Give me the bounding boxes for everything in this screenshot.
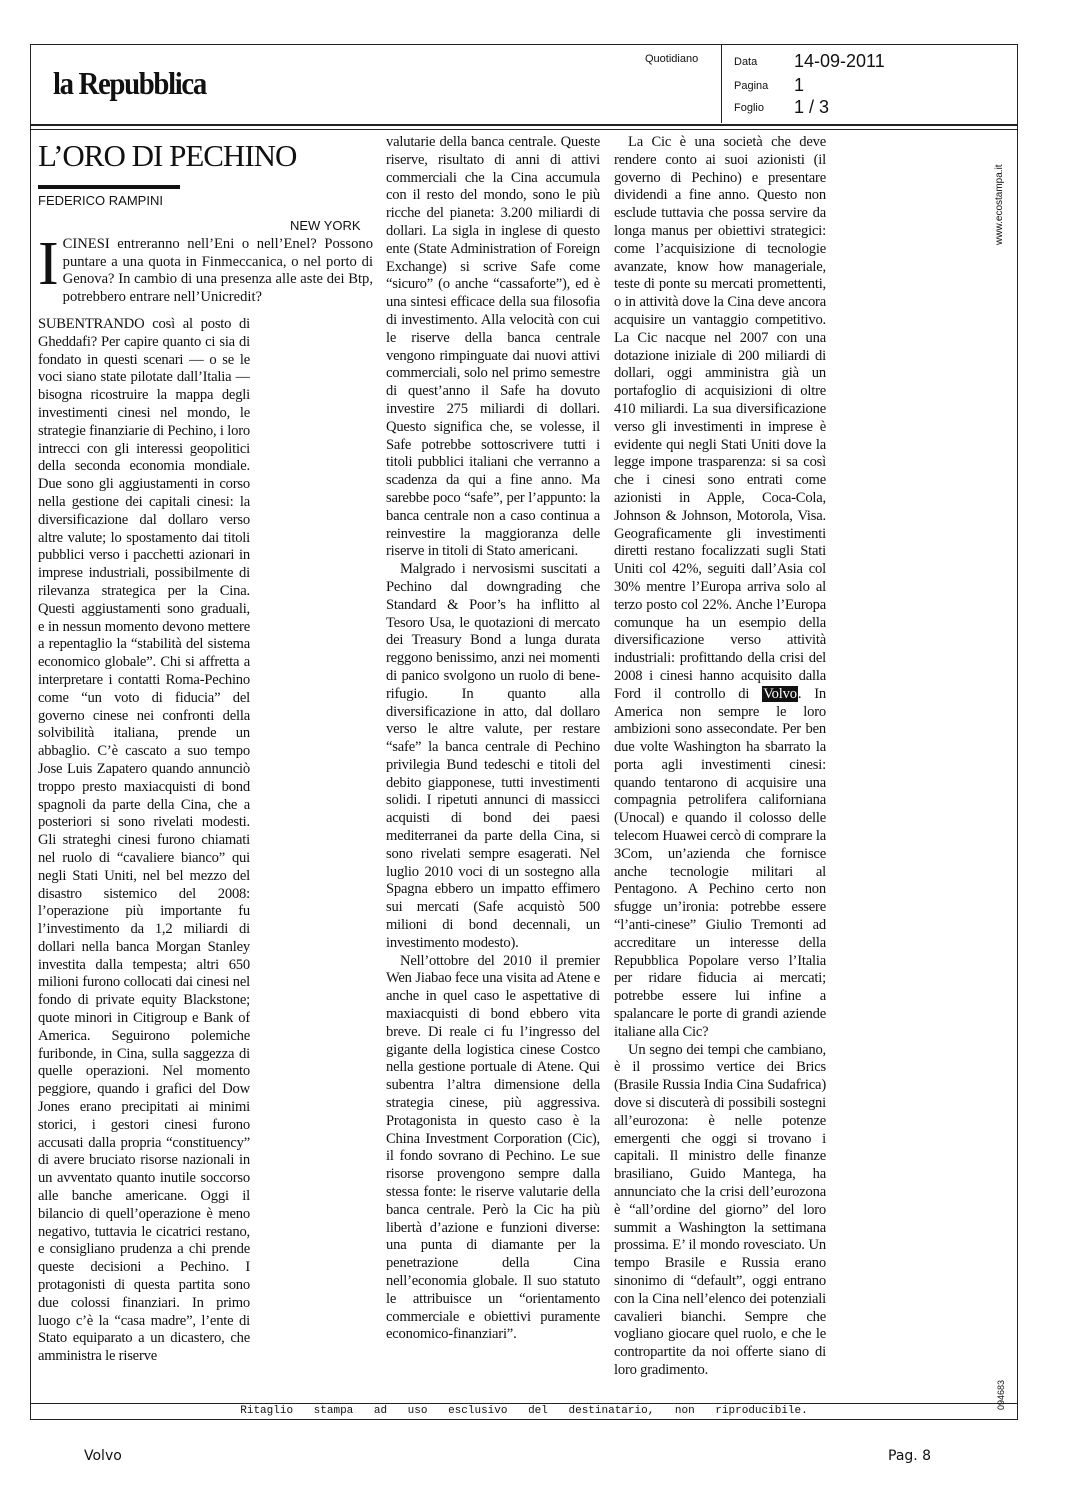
paragraph: Un segno dei tempi che cambiano, è il prossimo vertice dei Brics (Brasile Russia India Cina Sudafrica) dove si discuterà di possibili sostegni all’eurozona: è nelle potenze emergenti che oggi si trovano i capitali. Il ministro delle finanze brasiliano, Guido Mantega, ha annunciato che la crisi dell’eurozona è “all’ordine del giorno” del loro summit a Washington la settimana prossima. E’ il mondo rovesciato. Un tempo Brasile e Russia erano sinonimo di “default”, oggi entrano con la Cina nell’elenco dei potenziali cavalieri bianchi. Sempre che vogliano giocare quel ruolo, e che le contropartite da noi offerte siano di loro gradimento. [614,1041,826,1378]
lead-text: CINESI entreranno nell’Eni o nell’Enel? Possono puntare a una quota in Finmeccanica, o nel porto di Genova? In cambio di una presenza alle aste dei Btp, potrebbero entrare nell’Unicredit? [62,236,373,305]
meta-date-label: Data [734,56,758,68]
publication-type: Quotidiano [645,53,699,65]
column-2 [386,134,600,1402]
meta-sheet-label: Foglio [734,102,764,114]
paragraph [614,134,826,1042]
clipping-meta [721,45,1020,123]
paragraph: Malgrado i nervosismi suscitati a Pechino dal downgrading che Standard & Poor’s ha inflitto al Tesoro Usa, le quotazioni di mercato dei Treasury Bond a lunga durata reggono benissimo, anzi nei momenti di panico svolgono un ruolo di bene-rifugio. In quanto alla diversificazione in atto, dal dollaro verso le altre valute, per restare “safe” la banca centrale di Pechino privilegia Bund tedeschi e titoli del debito giapponese, tutti investimenti solidi. I ripetuti annunci di massicci acquisti di bond dei paesi mediterranei da parte della Cina, si sono rivelati sempre esagerati. Nel luglio 2010 voci di un sostegno alla Spagna ebbero un impatto effimero sui mercati (Safe acquistò 500 milioni di bond decennali, un investimento modesto). [386,561,600,951]
paragraph: SUBENTRANDO così al posto di Gheddafi? Per capire quanto ci sia di fondato in questi scenari — o se le voci siano state pilotate dall’Italia — bisogna ricostruire la mappa degli investimenti cinesi nel mondo, le strategie finanziarie di Pechino, i loro intrecci con gli interessi geopolitici della seconda economia mondiale. Due sono gli aggiustamenti in corso nella gestione dei capitali cinesi: la diversificazione dal dollaro verso altre valute; lo spostamento dai titoli pubblici verso i pacchetti azionari in imprese industriali, possibilmente di rilevanza strategica per la Cina. Questi aggiustamenti sono graduali, e in nessun momento devono mettere a repentaglio la “stabilità del sistema economico globale”. Chi si affretta a interpretare i contatti Roma-Pechino come “un voto di fiducia” del governo cinese nei confronti della solvibilità italiana, prende un abbaglio. C’è cascato a suo tempo Jose Luis Zapatero quando annunciò troppo presto maxiacquisti di bond spagnoli da parte della Cina, che a posteriori si sono rivelati modesti. Gli strateghi cinesi furono chiamati nel ruolo di “cavaliere bianco” qui negli Stati Uniti, nel bel mezzo del disastro sistemico del 2008: l’operazione più importante fu l’investimento da 1,2 miliardi di dollari nella banca Morgan Stanley investita dalla tempesta; altri 650 milioni furono collocati dai cinesi nel fondo di private equity Blackstone; quote minori in Citigroup e Bank of America. Seguirono polemiche furibonde, in Cina, sulla saggezza di quelle operazioni. Nel momento peggiore, quando i grafici del Dow Jones erano precipitati ai minimi storici, i gestori cinesi furono accusati dalla propria “constituency” di avere bruciato risorse nazionali in un avventato quanto inutile soccorso alle banche americane. Oggi il bilancio di quell’operazione è meno negativo, tuttavia le cicatrici restano, e consigliano prudenza a chi prende queste decisioni a Pechino. I protagonisti di questa partita sono due colossi finanziari. In primo luogo c’è la “casa madre”, l’ente di Stato equiparato a un dicastero, che amministra le riserve [38,316,250,1365]
paragraph-text: La Cic è una società che deve rendere conto ai suoi azionisti (il governo di Pechino) e presentare dividendi a fine anno. Questo non esclude tuttavia che possa servire da longa manus per obiettivi strategici: come l’acquisizione di tecnologie avanzate, know how manageriale, teste di ponte su mercati promettenti, o in attività dove la Cina deve ancora acquisire un vantaggio competitivo. La Cic nacque nel 2007 con una dotazione iniziale di 200 miliardi di dollari, oggi amministra già un portafoglio di acquisizioni di oltre 410 miliardi. La sua diversificazione verso gli investimenti in imprese è evidente qui negli Stati Uniti dove la legge impone trasparenza: si sa così che i cinesi sono entrati come azionisti in Apple, Coca-Cola, Johnson & Johnson, Motorola, Visa. Geograficamente gli investimenti diretti restano focalizzati sugli Stati Uniti col 42%, seguiti dall’Asia col 30% mentre l’Europa arriva solo al terzo posto col 22%. Anche l’Europa comunque ha un esempio della diversificazione verso attività industriali: profittando della crisi del 2008 i cinesi hanno acquisito dalla Ford il controllo di [614,134,826,702]
meta-page [734,75,1004,97]
meta-date-value: 14-09-2011 [794,51,885,71]
meta-page-label: Pagina [734,80,769,92]
highlighted-keyword: Volvo [763,685,797,702]
meta-page-value: 1 [794,75,805,95]
bottom-rule [31,1403,1017,1404]
meta-date [734,51,1004,73]
footer-page-number: Pag. 8 [888,1448,932,1464]
side-url: www.ecostampa.it [994,164,1005,245]
paragraph: valutarie della banca centrale. Queste riserve, risultato di anni di attivi commerciali che la Cina accumula con il resto del mondo, sono le più ricche del pianeta: 3.200 miliardi di dollari. La sigla in inglese di questo ente (State Administration of Foreign Exchange) si scrive Safe come “sicuro” (o anche “cassaforte”), ed è una sintesi efficace della sua filosofia di investimento. Alla velocità con cui le riserve della banca centrale vengono rimpinguate dai nuovi attivi commerciali, solo nel primo semestre di quest’anno il Safe ha dovuto investire 275 miliardi di dollari. Questo significa che, se volesse, il Safe potrebbe sottoscrivere tutti i titoli pubblici italiani che verranno a scadenza da qui a fine anno. Ma sarebbe poco “safe”, per l’appunto: la banca centrale non a caso continua a reinvestire la maggioranza delle riserve in titoli di Stato americani. [386,134,600,560]
drop-cap: I [38,230,59,298]
paragraph-text: . In America non sempre le loro ambizioni sono assecondate. Per ben due volte Washington ha sbarrato la porta agli investimenti cinesi: quando tentarono di acquisire una compagnia petrolifera californiana (Unocal) e quando il colosso delle telecom Huawei cercò di comprare la 3Com, un’azienda che fornisce anche tecnologie militari al Pentagono. A Pechino certo non sfugge un’ironia: potrebbe essere “l’anti-cinese” Giulio Tremonti ad accreditare un interesse della Repubblica Popolare verso l’Italia per ridare fiducia ai mercati; potrebbe essere lui infine a spalancare le porte di grandi aziende italiane alla Cic? [614,685,826,1040]
title-rule [38,185,180,189]
article-title: L’ORO DI PECHINO [38,138,297,173]
newspaper-logo: la Repubblica [53,65,206,101]
column-3 [614,134,826,1402]
paragraph: Nell’ottobre del 2010 il premier Wen Jiabao fece una visita ad Atene e anche in quel caso le aspettative di maxiacquisti di bond ebbero vita breve. Di reale ci fu l’ingresso del gigante della logistica cinese Costco nella gestione portuale di Atene. Qui subentra l’altra dimensione della strategia cinese, più aggressiva. Protagonista in questo caso è la China Investment Corporation (Cic), il fondo sovrano di Pechino. Le sue risorse provengono sempre dalla stessa fonte: le riserve valutarie della banca centrale. Però la Cic ha più libertà d’azione e funzioni diverse: una punta di diamante per la penetrazione della Cina nell’economia globale. Il suo statuto le attribuisce un “orientamento commerciale e obiettivi puramente economico-finanziari”. [386,952,600,1343]
side-code: 094683 [996,1379,1006,1410]
footer-keyword: Volvo [84,1448,122,1464]
meta-sheet-value: 1 / 3 [794,97,830,117]
clipping-header [30,44,1018,124]
dateline: NEW YORK [290,218,361,233]
column-1 [38,316,250,1398]
article-lead [38,230,373,306]
meta-sheet [734,97,1004,119]
top-rule [31,125,1017,130]
article-author: FEDERICO RAMPINI [38,193,163,208]
disclaimer: Ritaglio stampa ad uso esclusivo del destinatario, non riproducibile. [240,1405,808,1417]
